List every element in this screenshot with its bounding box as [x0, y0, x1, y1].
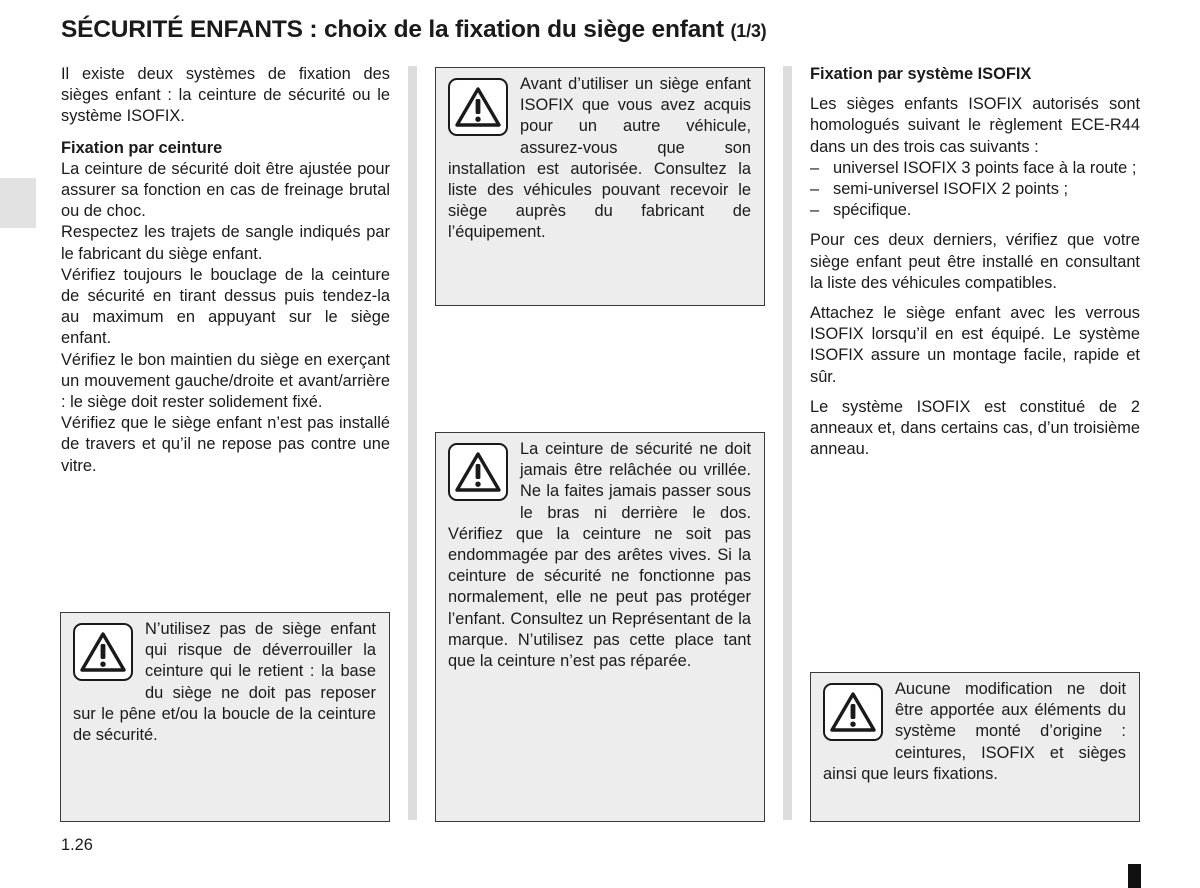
list-item-text: universel ISOFIX 3 points face à la route ; — [833, 158, 1137, 177]
page-title — [61, 16, 766, 44]
edge-marker — [1128, 864, 1141, 888]
title-text: SÉCURITÉ ENFANTS : choix de la fixation du siège enfant — [61, 16, 724, 43]
belt-paragraph-3: Vérifiez toujours le bouclage de la ceinture de sécurité en tirant dessus puis tendez-la au maximum en appuyant sur le siège enfant. — [61, 265, 390, 348]
warning-text-unlock: N’utilisez pas de siège enfant qui risque de déverrouiller la ceinture qui le retient : la base du siège ne doit pas reposer sur le pêne et/ou la boucle de la ceinture de sécurité. — [73, 620, 376, 745]
warning-text-modification: Aucune modification ne doit être apportée aux éléments du système monté d’origine : ceintures, ISOFIX et sièges ainsi que leurs fixations. — [823, 680, 1126, 783]
page-number: 1.26 — [61, 836, 93, 854]
warning-text-isofix-other-vehicle: Avant d’utiliser un siège enfant ISOFIX que vous avez acquis pour un autre véhicule, assurez-vous que son installation est autorisée. Consultez la liste des véhicules pouvant recevoir le siège auprès du fabricant de l’équipement. — [448, 75, 751, 242]
warning-triangle-icon — [73, 623, 133, 681]
belt-paragraph-2: Respectez les trajets de sangle indiqués par le fabricant du siège enfant. — [61, 223, 390, 263]
section-tab — [0, 178, 36, 228]
belt-paragraph-5: Vérifiez que le siège enfant n’est pas installé de travers et qu’il ne repose pas contre une vitre. — [61, 414, 390, 475]
list-item-text: spécifique. — [833, 201, 912, 220]
belt-paragraph-4: Vérifiez le bon maintien du siège en exerçant un mouvement gauche/droite et avant/arrière : le siège doit rester solidement fixé. — [61, 350, 390, 412]
isofix-paragraph-2: Pour ces deux derniers, vérifiez que votre siège enfant peut être installé en consultant la liste des véhicules compatibles. — [810, 231, 1140, 292]
warning-triangle-icon — [448, 443, 508, 501]
column-divider-2 — [783, 66, 792, 820]
isofix-heading: Fixation par système ISOFIX — [810, 65, 1032, 83]
list-item: – universel ISOFIX 3 points face à la route ; — [810, 158, 1140, 179]
column-right — [810, 64, 1140, 460]
isofix-paragraph-1: Les sièges enfants ISOFIX autorisés sont homologués suivant le règlement ECE-R44 dans un des trois cas suivants : — [810, 95, 1140, 156]
warning-box-modification — [810, 672, 1140, 822]
title-part: (1/3) — [730, 21, 767, 41]
isofix-paragraph-4: Le système ISOFIX est constitué de 2 anneaux et, dans certains cas, d’un troisième anneau. — [810, 397, 1140, 459]
belt-heading: Fixation par ceinture — [61, 138, 223, 157]
warning-box-unlock — [60, 612, 390, 822]
list-item-text: semi-universel ISOFIX 2 points ; — [833, 180, 1069, 199]
warning-text-belt: La ceinture de sécurité ne doit jamais être relâchée ou vrillée. Ne la faites jamais passer sous le bras ni derrière le dos. Vérifiez que la ceinture ne soit pas endommagée par des arêtes vives. Si la ceinture de sécurité ne fonctionne pas normalement, elle ne peut pas protéger l’enfant. Consultez un Représentant de la marque. N’utilisez pas cette place tant que la ceinture n’est pas réparée. — [448, 440, 751, 671]
belt-paragraph-1: La ceinture de sécurité doit être ajustée pour assurer sa fonction en cas de freinage brutal ou de choc. — [61, 159, 390, 221]
warning-box-belt — [435, 432, 765, 822]
column-divider-1 — [408, 66, 417, 820]
isofix-paragraph-3: Attachez le siège enfant avec les verrous ISOFIX lorsqu’il en est équipé. Le système ISOFIX assure un montage facile, rapide et sûr. — [810, 304, 1140, 386]
warning-triangle-icon — [823, 683, 883, 741]
column-left — [61, 64, 390, 477]
warning-box-isofix-other-vehicle — [435, 67, 765, 306]
list-item: – semi-universel ISOFIX 2 points ; — [810, 179, 1140, 200]
warning-triangle-icon — [448, 78, 508, 136]
intro-paragraph: Il existe deux systèmes de fixation des sièges enfant : la ceinture de sécurité ou le système ISOFIX. — [61, 65, 390, 126]
list-item: – spécifique. — [810, 200, 1140, 221]
